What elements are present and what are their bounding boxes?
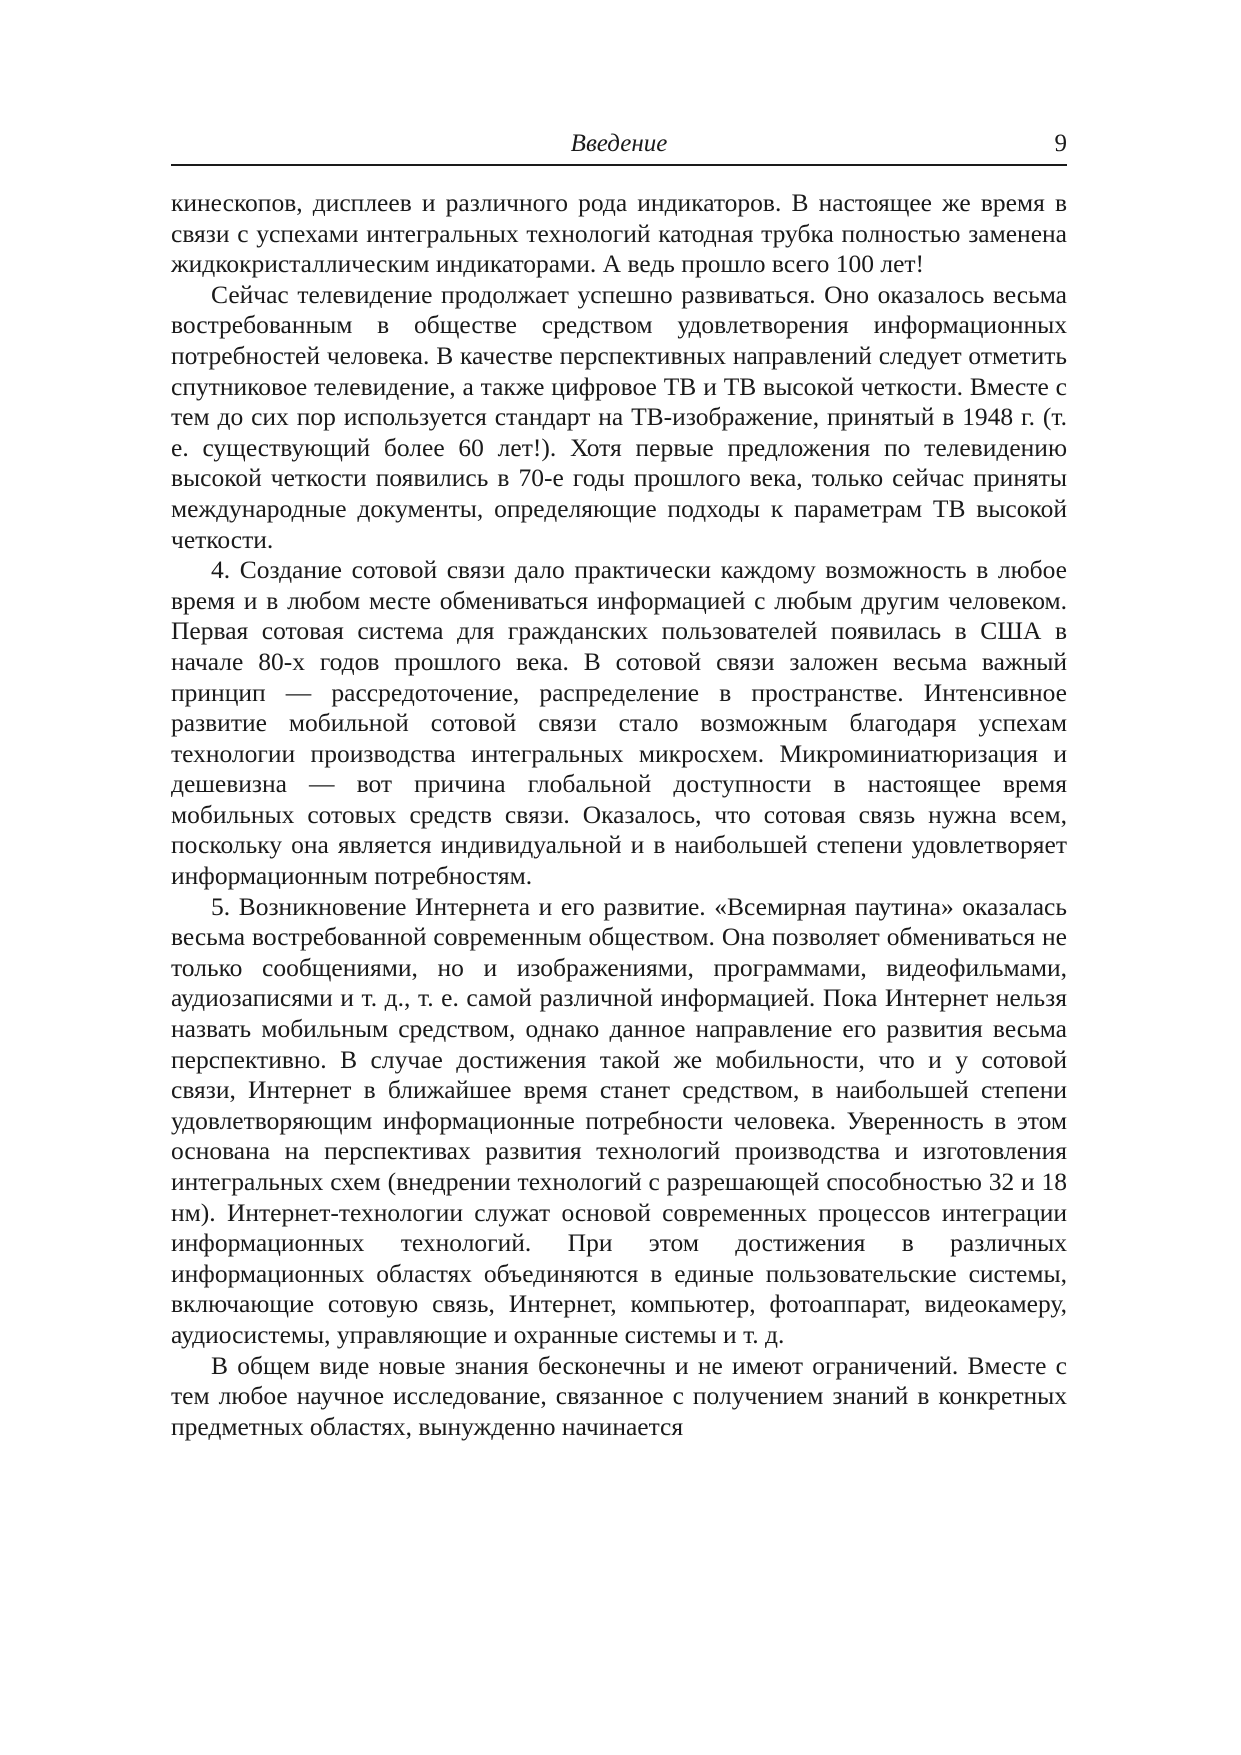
paragraph-internet: 5. Возникновение Интернета и его развитие. «Всемирная паутина» оказалась весьма востребованной современным обществом. Она позволяет обмениваться не только сообщениями, но и изображениями, программами, видеофильмами, аудиозаписями и т. д., т. е. самой различной информацией. Пока Интернет нельзя назвать мобильным средством, однако данное направление его развития весьма перспективно. В случае достижения такой же мобильности, что и у сотовой связи, Интернет в ближайшее время станет средством, в наибольшей степени удовлетворяющим информационные потребности человека. Уверенность в этом основана на перспективах развития технологий производства и изготовления интегральных схем (внедрении технологий с разрешающей способностью 32 и 18 нм). Интернет-технологии служат основой современных процессов интеграции информационных технологий. При этом достижения в различных информационных областях объединяются в единые пользовательские системы, включающие сотовую связь, Интернет, компьютер, фотоаппарат, видеокамеру, аудиосистемы, управляющие и охранные системы и т. д. [171,891,1067,1349]
page-number: 9 [1054,130,1067,157]
running-head [171,128,1067,166]
paragraph-cellular: 4. Создание сотовой связи дало практически каждому возможность в любое время и в любом месте обмениваться информацией с любым другим человеком. Первая сотовая система для гражданских пользователей появилась в США в начале 80-х годов прошлого века. В сотовой связи заложен весьма важный принцип — рассредоточение, распределение в пространстве. Интенсивное развитие мобильной сотовой связи стало возможным благодаря успехам технологии производства интегральных микросхем. Микроминиатюризация и дешевизна — вот причина глобальной доступности в настоящее время мобильных сотовых средств связи. Оказалось, что сотовая связь нужна всем, поскольку она является индивидуальной и в наибольшей степени удовлетворяет информационным потребностям. [171,555,1067,891]
book-page [171,128,1067,1442]
paragraph-television: Сейчас телевидение продолжает успешно развиваться. Оно оказалось весьма востребованным в обществе средством удовлетворения информационных потребностей человека. В качестве перспективных направлений следует отметить спутниковое телевидение, а также цифровое ТВ и ТВ высокой четкости. Вместе с тем до сих пор используется стандарт на ТВ-изображение, принятый в 1948 г. (т. е. существующий более 60 лет!). Хотя первые предложения по телевидению высокой четкости появились в 70-е годы прошлого века, только сейчас приняты международные документы, определяющие подходы к параметрам ТВ высокой четкости. [171,279,1067,554]
chapter-title: Введение [570,130,668,157]
body-text [171,188,1067,1442]
paragraph-continuation: кинескопов, дисплеев и различного рода индикаторов. В настоящее же время в связи с успехами интегральных технологий катодная трубка полностью заменена жидкокристаллическим индикаторами. А ведь прошло всего 100 лет! [171,188,1067,279]
paragraph-knowledge: В общем виде новые знания бесконечны и не имеют ограничений. Вместе с тем любое научное исследование, связанное с получением знаний в конкретных предметных областях, вынужденно начинается [171,1350,1067,1441]
